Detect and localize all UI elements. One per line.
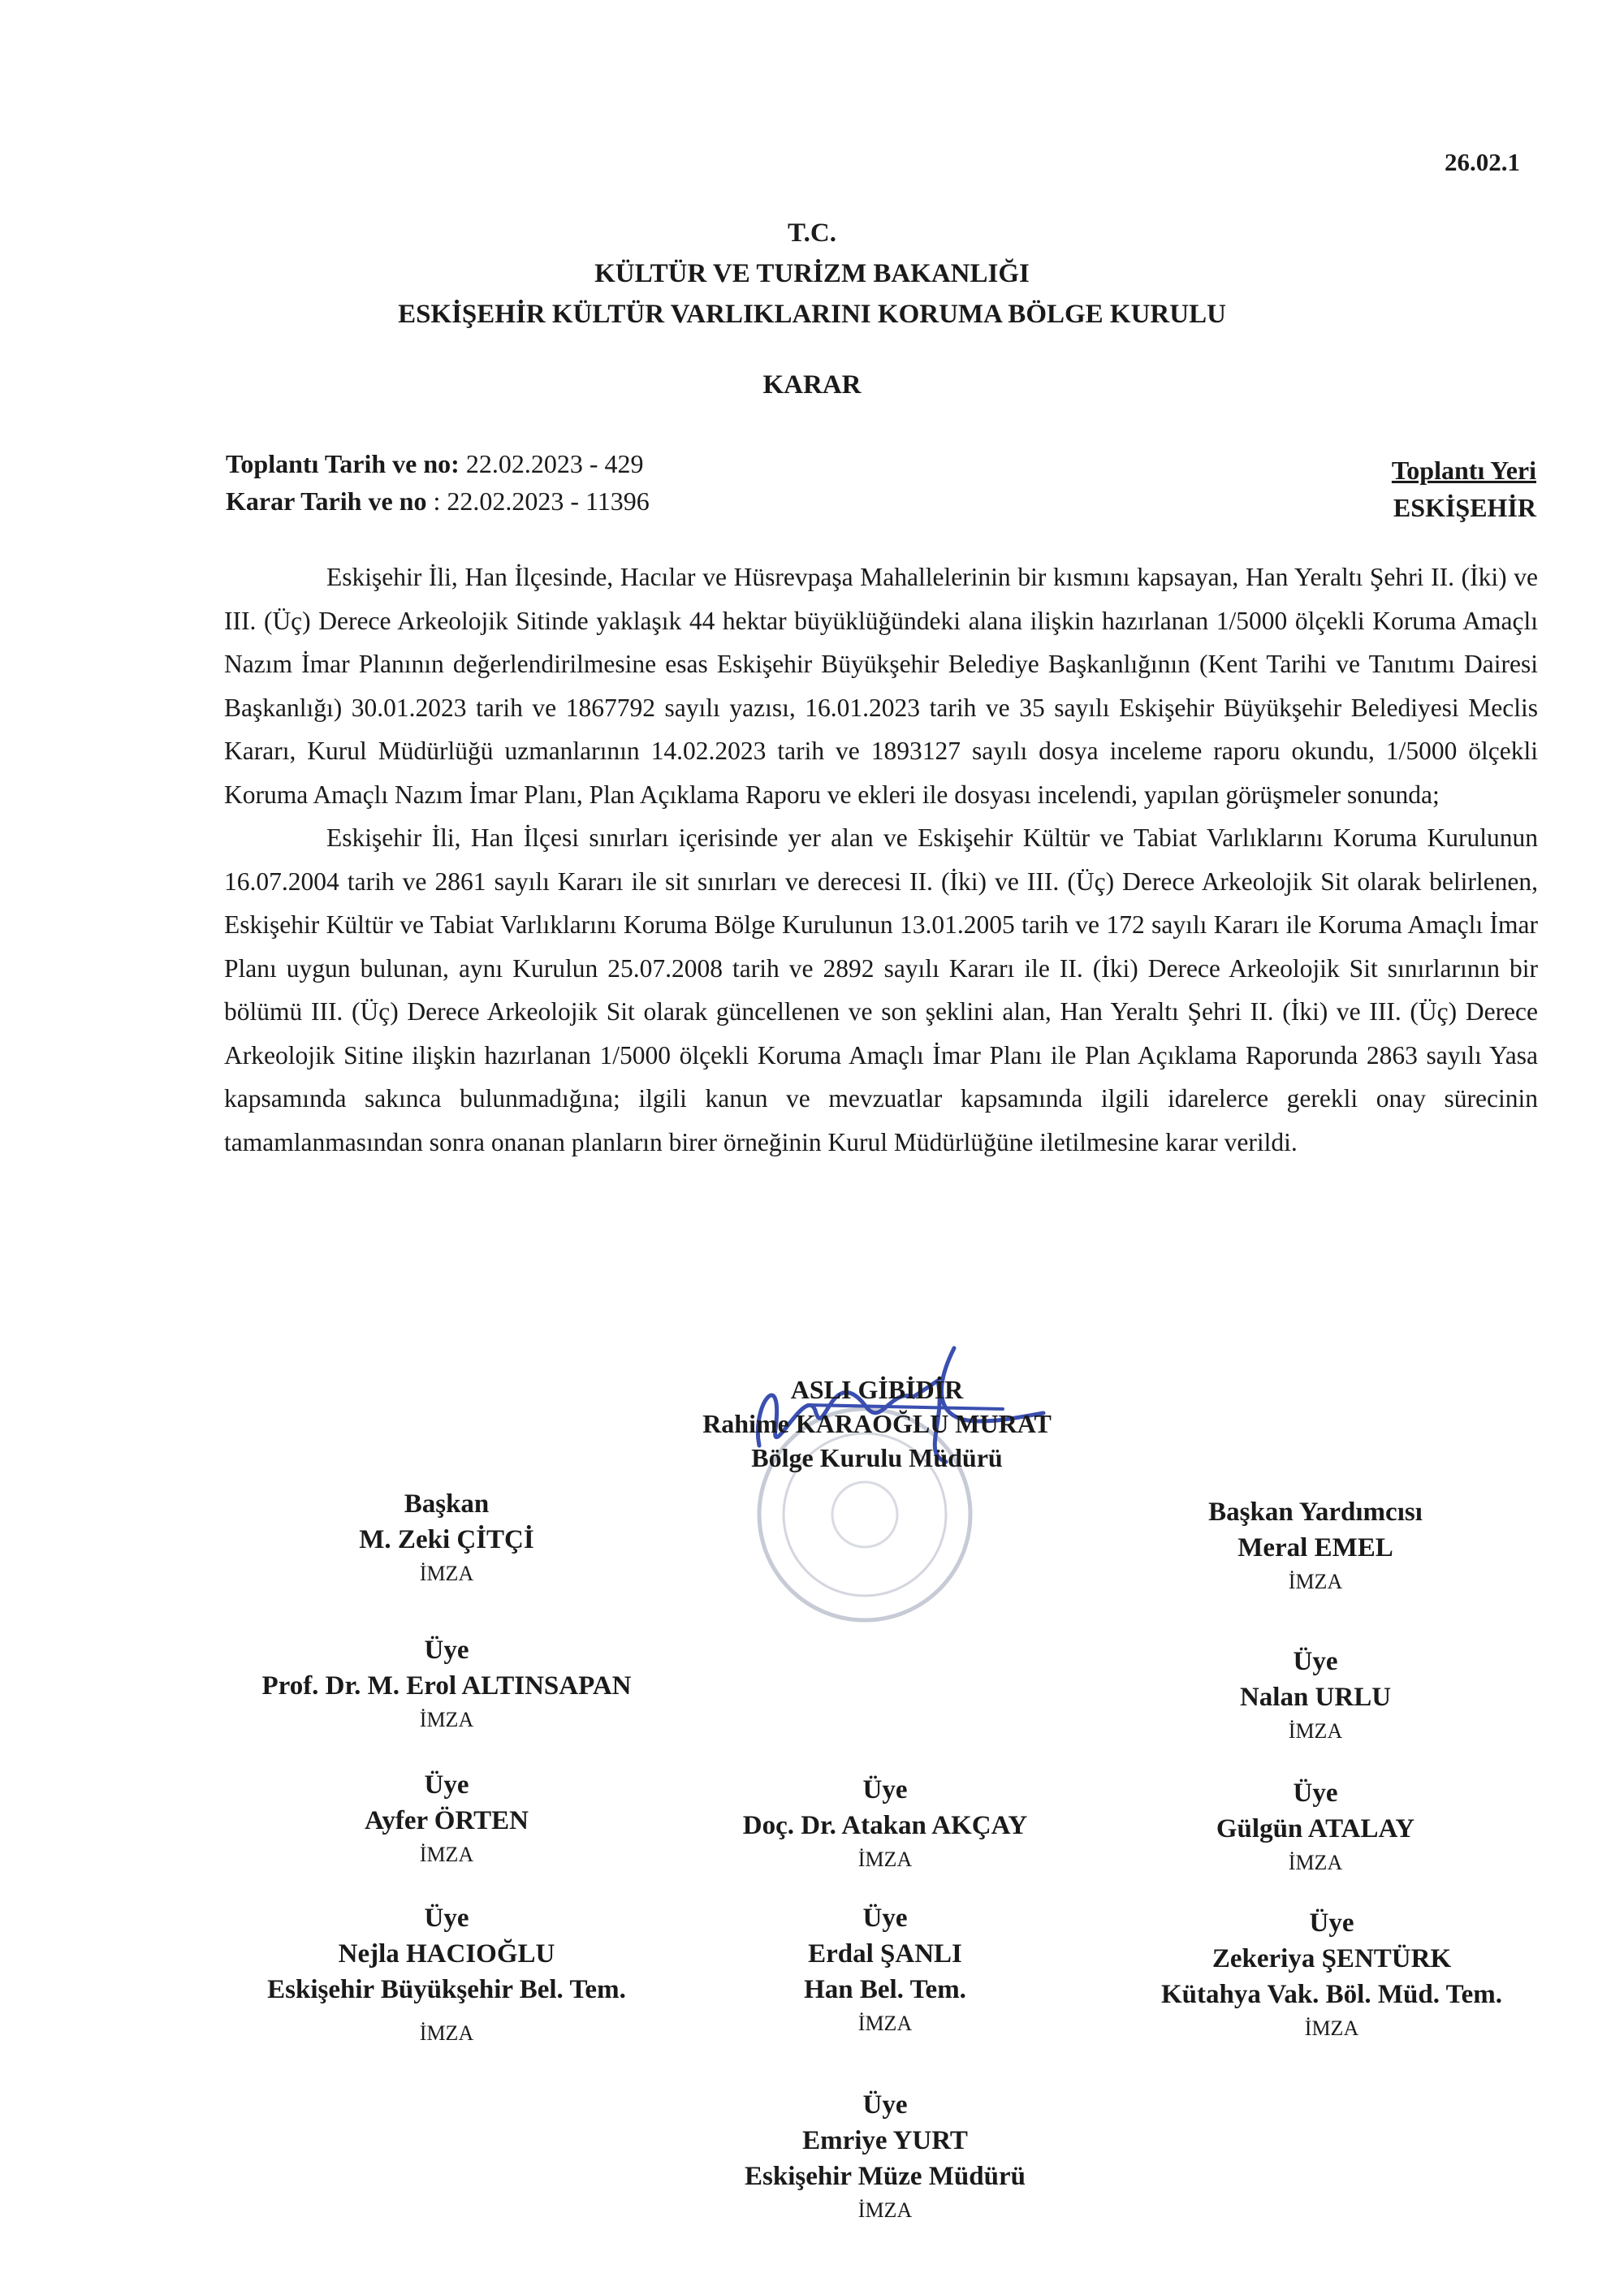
- signatory-imza: İMZA: [419, 2021, 474, 2045]
- signatory-member: [244, 1767, 650, 1871]
- certifier-name: Rahime KARAOĞLU MURAT: [702, 1409, 1052, 1438]
- decision-date-label: Karar Tarih ve no: [226, 486, 427, 516]
- paragraph: Eskişehir İli, Han İlçesinde, Hacılar ve Hüsrevpaşa Mahallelerinin bir kısmını kapsayan, Han Yeraltı Şehri II. (İki) ve III. (Üç) Derece Arkeolojik Sitinde yaklaşık 44 hektar büyüklüğündeki alana ilişkin hazırlanan 1/5000 ölçekli Koruma Amaçlı Nazım İmar Planının değerlendirilmesine esas Eskişehir Büyükşehir Belediye Başkanlığının (Kent Tarihi ve Tanıtımı Dairesi Başkanlığı) 30.01.2023 tarih ve 1867792 sayılı yazısı, 16.01.2023 tarih ve 35 sayılı Eskişehir Büyükşehir Belediyesi Meclis Kararı, Kurul Müdürlüğü uzmanlarının 14.02.2023 tarih ve 1893127 sayılı dosya inceleme raporu okundu, 1/5000 ölçekli Koruma Amaçlı Nazım İmar Planı, Plan Açıklama Raporu ve ekleri ile dosyası incelendi, yapılan görüşmeler sonunda;: [224, 563, 1538, 809]
- signatory-name: Zekeriya ŞENTÜRK: [1212, 1944, 1452, 1973]
- signatory-name: Meral EMEL: [1237, 1533, 1393, 1562]
- signatory-org: Eskişehir Büyükşehir Bel. Tem.: [267, 1975, 626, 2004]
- signatory-name: Erdal ŞANLI: [808, 1939, 962, 1969]
- paragraph: Eskişehir İli, Han İlçesi sınırları içerisinde yer alan ve Eskişehir Kültür ve Tabiat Varlıklarını Koruma Kurulunun 16.07.2004 tarih ve 2861 sayılı Kararı ile sit sınırları ve derecesi II. (İki) ve III. (Üç) Derece Arkeolojik Sit olarak belirlenen, Eskişehir Kültür ve Tabiat Varlıklarını Koruma Bölge Kurulunun 13.01.2005 tarih ve 172 sayılı Kararı ile Koruma Amaçlı İmar Planı uygun bulunan, aynı Kurulun 25.07.2008 tarih ve 2892 sayılı Kararı ile II. (İki) Derece Arkeolojik Sit sınırlarının bir bölümü III. (Üç) Derece Arkeolojik Sit olarak güncellenen ve son şeklini alan, Han Yeraltı Şehri II. (İki) ve III. (Üç) Derece Arkeolojik Sitine ilişkin hazırlanan 1/5000 ölçekli Koruma Amaçlı İmar Planı ile Plan Açıklama Raporunda 2863 sayılı Yasa kapsamında sakınca bulunmadığına; ilgili kanun ve mevzuatlar kapsamında ilgili idarelerce gerekli onay sürecinin tamamlanmasından sonra onanan planların birer örneğinin Kurul Müdürlüğüne iletilmesine karar verildi.: [224, 823, 1538, 1156]
- signatory-imza: İMZA: [1288, 1719, 1343, 1743]
- signatory-name: Nejla HACIOĞLU: [338, 1939, 555, 1969]
- signatory-imza: İMZA: [857, 2198, 913, 2222]
- decision-body: [224, 555, 1538, 1164]
- meeting-date-label: Toplantı Tarih ve no:: [226, 449, 460, 478]
- meeting-date-value: 22.02.2023 - 429: [465, 449, 644, 478]
- signatory-name: Gülgün ATALAY: [1216, 1814, 1415, 1843]
- signatory-name: Doç. Dr. Atakan AKÇAY: [742, 1811, 1028, 1840]
- signatory-role: Üye: [1309, 1908, 1354, 1938]
- signatory-role: Üye: [1293, 1779, 1338, 1808]
- certifier-title: Bölge Kurulu Müdürü: [751, 1443, 1003, 1472]
- signatory-chair: [244, 1486, 650, 1590]
- signatory-role: Üye: [862, 1904, 908, 1933]
- signatory-name: M. Zeki ÇİTÇİ: [359, 1525, 534, 1554]
- signatory-org: Eskişehir Müze Müdürü: [745, 2162, 1026, 2191]
- signatory-name: Prof. Dr. M. Erol ALTINSAPAN: [261, 1671, 632, 1701]
- meeting-place-label: Toplantı Yeri: [1391, 456, 1536, 485]
- signatory-name: Ayfer ÖRTEN: [364, 1806, 529, 1835]
- signatory-name: Nalan URLU: [1239, 1683, 1392, 1712]
- meeting-place: [1392, 452, 1536, 526]
- signatory-member: [195, 1900, 698, 2050]
- signatory-role: Üye: [424, 1770, 469, 1800]
- signatory-imza: İMZA: [419, 1562, 474, 1585]
- signatory-role: Üye: [424, 1636, 469, 1665]
- header-line-ministry: KÜLTÜR VE TURİZM BAKANLIĞI: [594, 259, 1030, 288]
- signatory-org: Han Bel. Tem.: [804, 1975, 966, 2004]
- signatory-vice-chair: [1112, 1494, 1518, 1598]
- document-number: 26.02.1: [1445, 148, 1520, 176]
- decision-title: KARAR: [762, 370, 862, 400]
- signatory-imza: İMZA: [1304, 2016, 1359, 2040]
- signatory-member: [682, 1900, 1088, 2040]
- signatory-member: [1112, 1775, 1518, 1879]
- signatory-member: [1072, 1905, 1592, 2045]
- signatory-role: Üye: [1293, 1647, 1338, 1676]
- signatory-role: Başkan: [404, 1489, 490, 1519]
- signatory-role: Üye: [862, 2090, 908, 2120]
- signatory-imza: İMZA: [857, 2012, 913, 2035]
- signatory-member: [1112, 1644, 1518, 1748]
- signatory-member: [682, 1772, 1088, 1876]
- signatory-member: [666, 2087, 1104, 2227]
- decision-date-value: : 22.02.2023 - 11396: [426, 486, 650, 516]
- signatory-role: Başkan Yardımcısı: [1208, 1498, 1423, 1527]
- signatory-name: Emriye YURT: [802, 2126, 968, 2155]
- signatory-role: Üye: [424, 1904, 469, 1933]
- certified-copy-block: [650, 1372, 1104, 1475]
- signatory-imza: İMZA: [1288, 1570, 1343, 1593]
- signatory-imza: İMZA: [857, 1848, 913, 1871]
- signatory-org: Kütahya Vak. Böl. Müd. Tem.: [1161, 1980, 1502, 2009]
- signatory-imza: İMZA: [1288, 1851, 1343, 1874]
- signatory-imza: İMZA: [419, 1843, 474, 1866]
- signatory-imza: İMZA: [419, 1708, 474, 1731]
- certified-copy-text: ASLI GİBİDİR: [790, 1375, 964, 1404]
- document-header: [0, 213, 1624, 335]
- header-line-tc: T.C.: [788, 218, 836, 248]
- header-line-council: ESKİŞEHİR KÜLTÜR VARLIKLARINI KORUMA BÖLGE KURULU: [398, 300, 1226, 329]
- signatory-role: Üye: [862, 1775, 908, 1804]
- meeting-place-value: ESKİŞEHİR: [1393, 493, 1536, 522]
- meeting-info: [226, 445, 650, 520]
- signatory-member: [187, 1632, 706, 1736]
